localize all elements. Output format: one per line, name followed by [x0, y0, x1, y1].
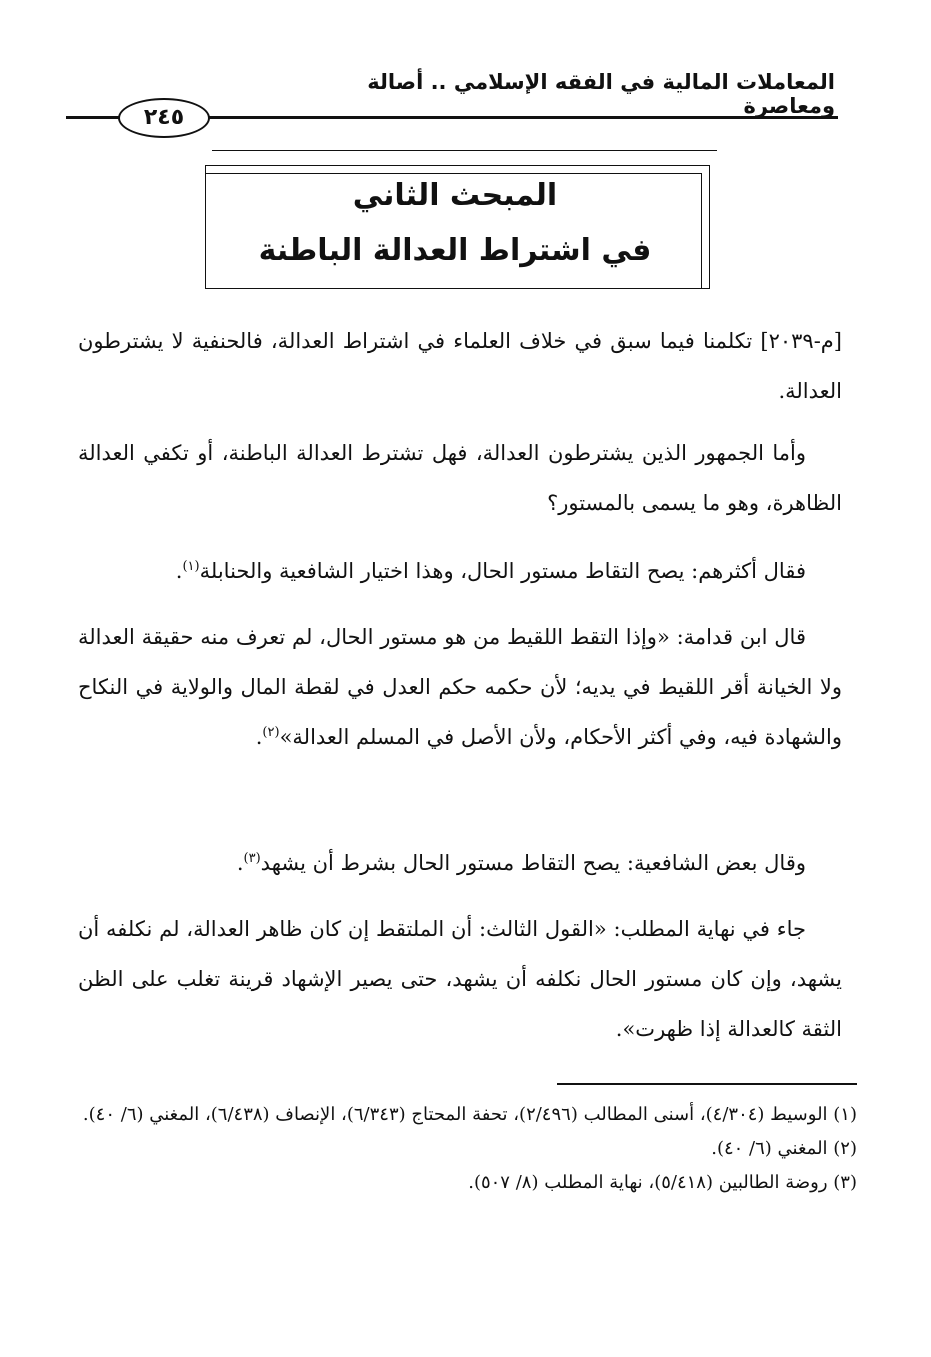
page-number: ٢٤٥: [118, 98, 210, 138]
footnote-ref-1: (١): [182, 559, 200, 574]
section-title-line-2: في اشتراط العدالة الباطنة: [258, 233, 652, 268]
paragraph-4: [78, 612, 842, 762]
section-title-line-1: المبحث الثاني: [352, 178, 558, 213]
footnote-1: (١) الوسيط (٤/٣٠٤)، أسنى المطالب (٢/٤٩٦)، تحفة المحتاج (٦/٣٤٣)، الإنصاف (٦/٤٣٨)، المغني (٦/ ٤٠).: [82, 1104, 857, 1125]
footnote-separator: [557, 1083, 857, 1085]
paragraph-2-text: وأما الجمهور الذين يشترطون العدالة، فهل تشترط العدالة الباطنة، أو تكفي العدالة الظاهرة، وهو ما يسمى بالمستور؟: [78, 441, 842, 515]
footnote-ref-2: (٢): [262, 725, 280, 740]
paragraph-6-text: جاء في نهاية المطلب: «القول الثالث: أن الملتقط إن كان ظاهر العدالة، لم نكلفه أن يشهد، وإن كان مستور الحال نكلفه أن يشهد، حتى يصير الإشهاد قرينة تغلب على الظن الثقة كالعدالة إذا ظهرت».: [78, 917, 842, 1041]
paragraph-5-end: .: [236, 851, 244, 875]
title-frame-shadow-line: [212, 150, 717, 151]
footnote-3: (٣) روضة الطالبين (٥/٤١٨)، نهاية المطلب (٨/ ٥٠٧).: [468, 1172, 857, 1193]
footnote-ref-3: (٣): [243, 851, 261, 866]
footnotes: [82, 1098, 857, 1200]
paragraph-4-body: قال ابن قدامة: «وإذا التقط اللقيط من هو مستور الحال، لم تعرف منه حقيقة العدالة ولا الخيانة أقر اللقيط في يديه؛ لأن حكمه حكم العدل في لقطة المال والولاية في النكاح والشهادة فيه، وفي أكثر الأحكام، ولأن الأصل في المسلم العدالة»: [78, 625, 842, 749]
paragraph-1-text: [م-٢٠٣٩] تكلمنا فيما سبق في خلاف العلماء في اشتراط العدالة، فالحنفية لا يشترطون العدالة.: [78, 329, 842, 403]
paragraph-4-text: [78, 612, 842, 762]
paragraph-5: [78, 838, 842, 888]
paragraph-5-body: وقال بعض الشافعية: يصح التقاط مستور الحال بشرط أن يشهد: [260, 851, 806, 875]
footnote-2: (٢) المغني (٦/ ٤٠).: [711, 1138, 857, 1159]
paragraph-3-text: [78, 546, 842, 596]
running-header-title: المعاملات المالية في الفقه الإسلامي .. أصالة ومعاصرة: [367, 70, 835, 118]
paragraph-4-end: .: [255, 725, 263, 749]
paragraph-3: [78, 546, 842, 596]
paragraph-5-text: [78, 838, 842, 888]
paragraph-1: [78, 316, 842, 416]
paragraph-6: [78, 904, 842, 1054]
paragraph-2: [78, 428, 842, 528]
paragraph-3-end: .: [175, 559, 183, 583]
paragraph-3-body: فقال أكثرهم: يصح التقاط مستور الحال، وهذا اختيار الشافعية والحنابلة: [199, 559, 806, 583]
